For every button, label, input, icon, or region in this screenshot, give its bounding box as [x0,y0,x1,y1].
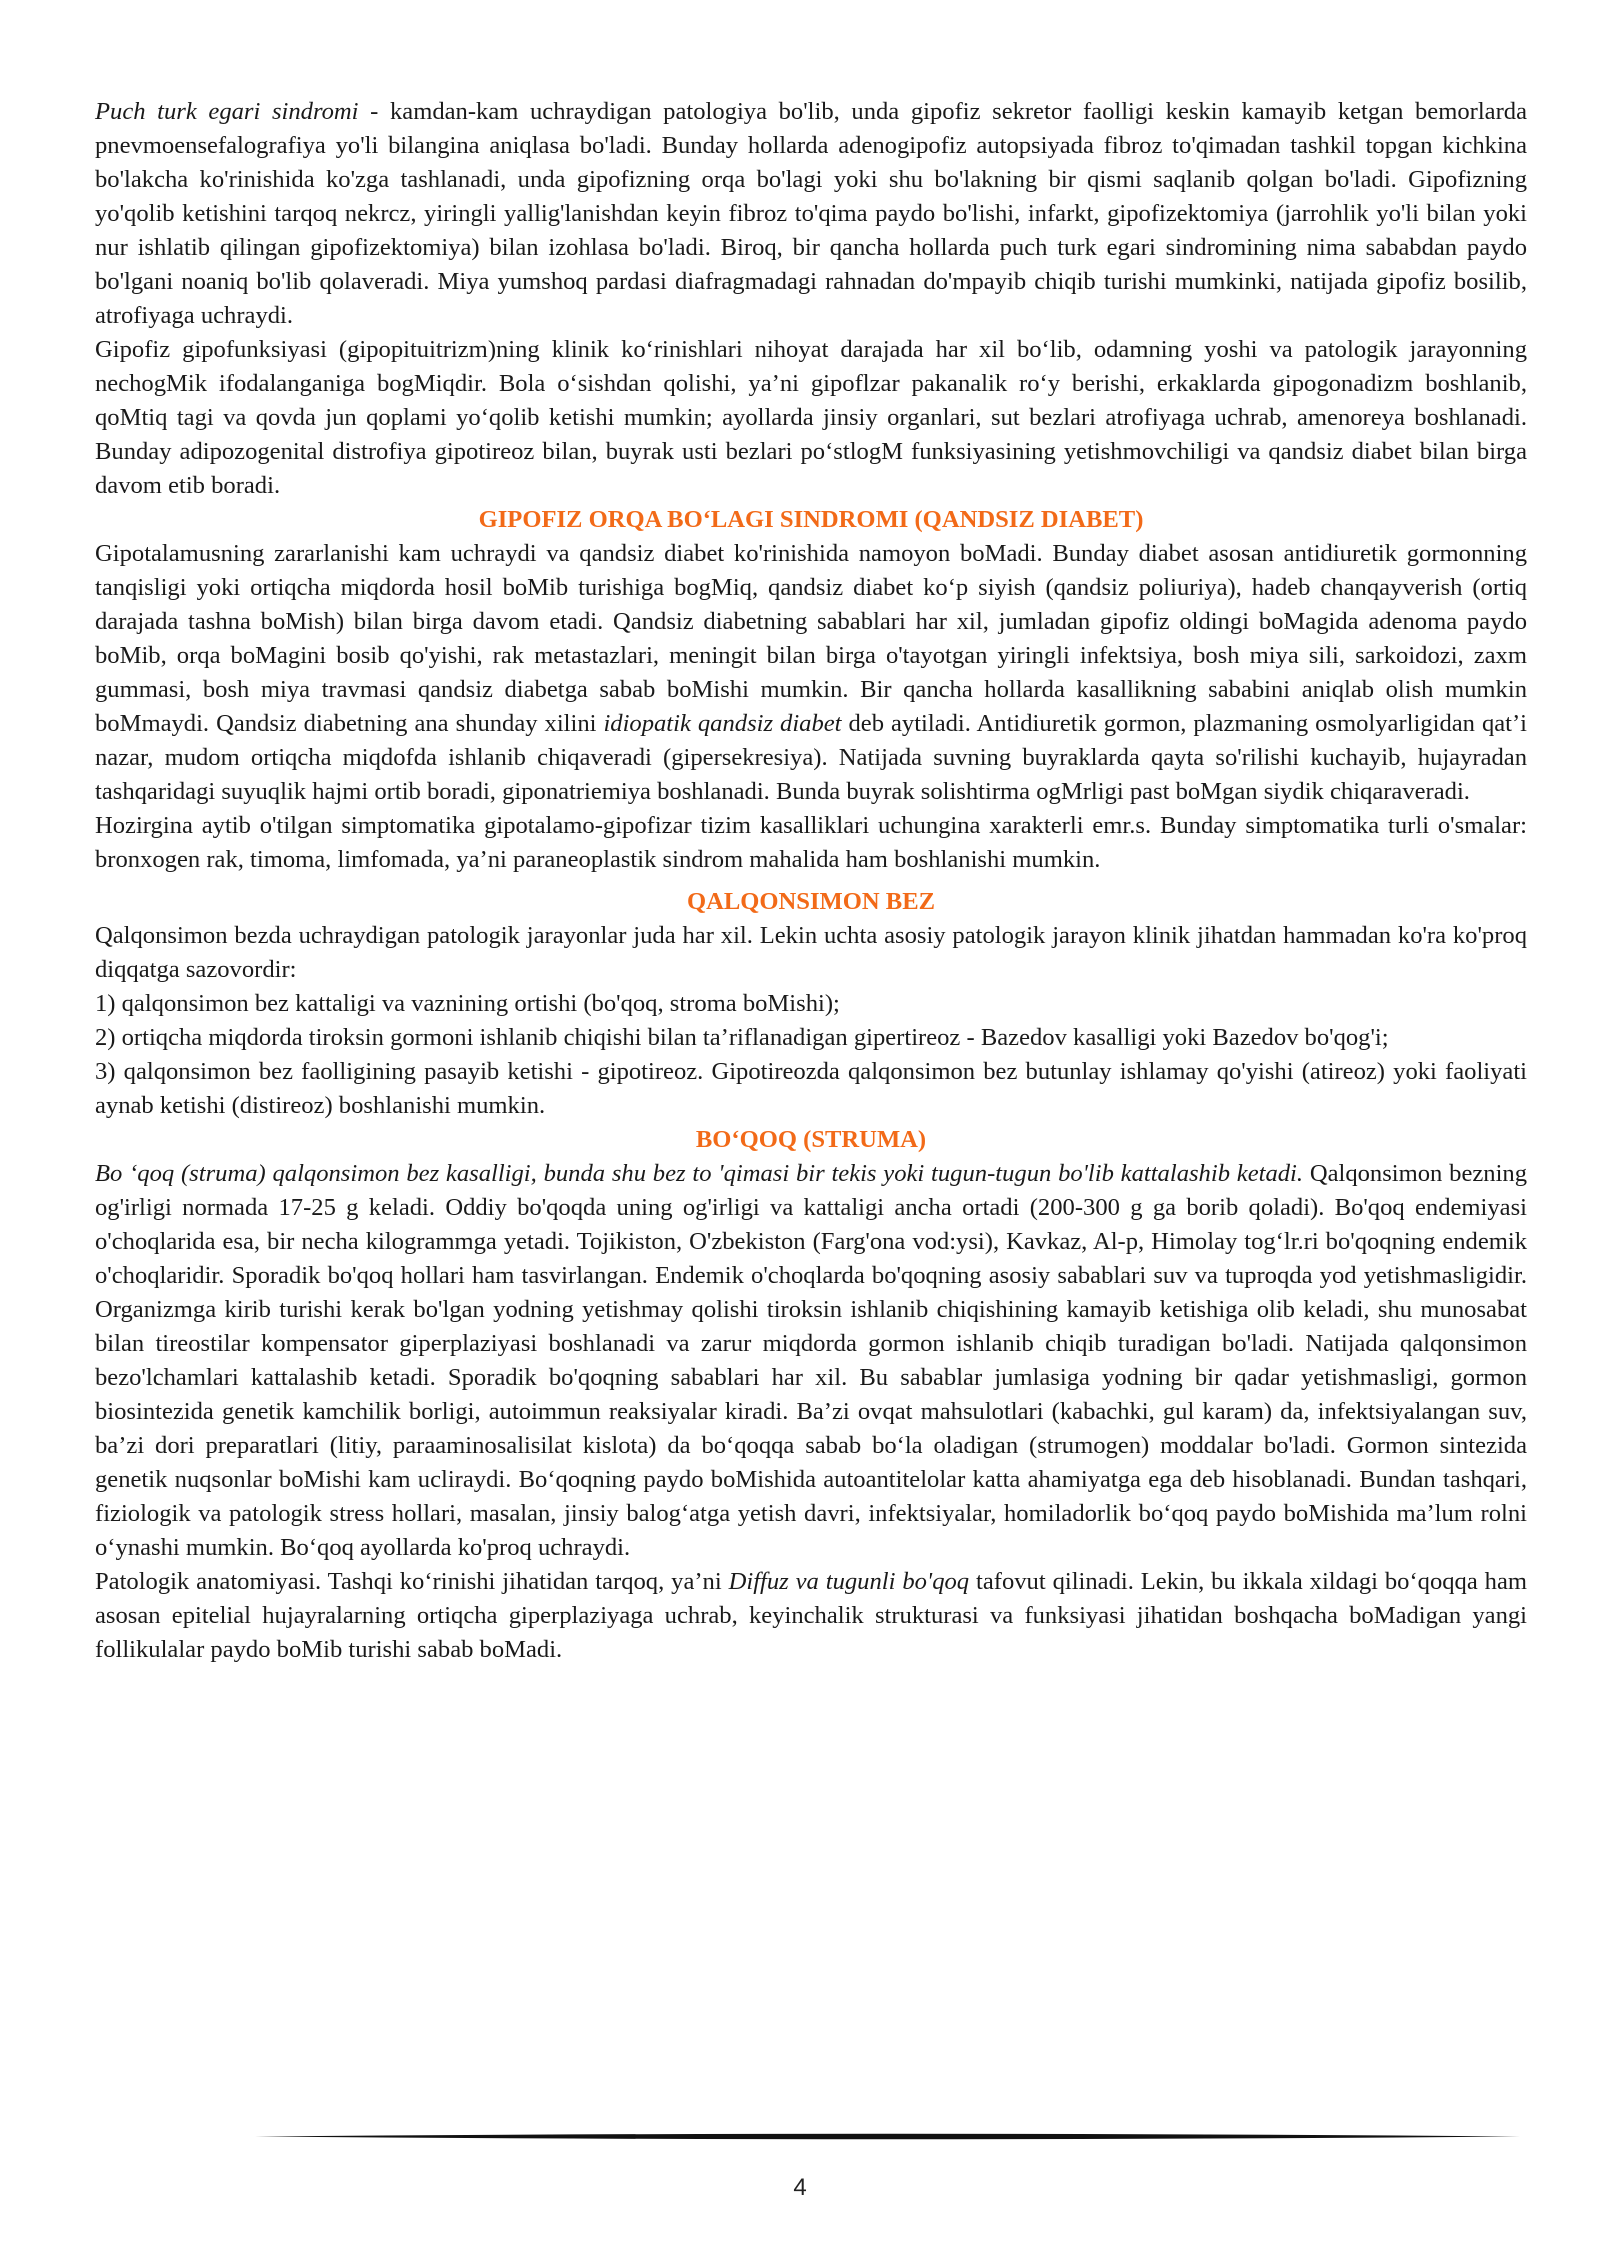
heading-boqoq-struma: BO‘QOQ (STRUMA) [695,1126,927,1153]
paragraph-text: Patologik anatomiyasi. Tashqi ko‘rinishi jihatidan tarqoq, ya’ni [95,1568,729,1595]
paragraph-text: Gipotalamusning zararlanishi kam uchraydi va qandsiz diabet ko'rinishida namoyon boMadi. Bunday diabet asosan antidiuretik gormonning tanqisligi yoki ortiqcha miqdorda hosil boMib turishiga bogMiq, qandsiz diabet ko‘p siyish (qandsiz poliuriya), hadeb chanqayverish (ortiq darajada tashna boMish) bilan birga davom etadi. Qandsiz diabetning sabablari har xil, jumladan gipofiz oldingi boMagida adenoma paydo boMib, orqa boMagini bosib qo'yishi, rak metastazlari, meningit bilan birga o'tayotgan yiringli infektsiya, bosh miya sili, sarkoidozi, zaxm gummasi, bosh miya travmasi qandsiz diabetga sabab boMishi mumkin. Bir qancha hollarda kasallikning sababini aniqlab olish mumkin boMmaydi. Qandsiz diabetning ana shunday xilini [95,540,1527,737]
heading-gipofiz-orqa-bolagi: GIPOFIZ ORQA BO‘LAGI SINDROMI (QANDSIZ DIABET) [478,506,1144,533]
paragraph-text: tafovut qilinadi. Lekin, bu ikkala xildagi bo‘qoqqa ham asosan epitelial hujayralarning ortiqcha giperplaziyaga uchrab, keyinchalik strukturasi va funksiyasi jihatidan boshqacha boMadigan yangi follikulalar paydo boMib turishi sabab boMadi. [95,1568,1528,1663]
list-item: 3) qalqonsimon bez faolligining pasayib ketishi - gipotireoz. Gipotireozda qalqonsimon bez butunlay ishlamay qo'yishi (atireoz) yoki faoliyati aynab ketishi (distireoz) boshlanishi mumkin. [95,1058,1527,1119]
paragraph-text: - kamdan-kam uchraydigan patologiya bo'lib, unda gipofiz sekretor faolligi keskin kamayib ketgan bemorlarda pnevmoensefalografiya yo'li bilangina aniqlasa bo'ladi. Bunday hollarda adenogipofiz autopsiyada fibroz to'qimadan tashkil topgan kichkina bo'lakcha ko'rinishida ko'zga tashlanadi, unda gipofizning orqa bo'lagi yoki shu bo'lakning bir qismi saqlanib qolgan bo'ladi. Gipofizning yo'qolib ketishini tarqoq nekrcz, yiringli yallig'lanishdan keyin fibroz to'qima paydo bo'lishi, infarkt, gipofizektomiya (jarrohlik yo'li bilan yoki nur ishlatib qilingan gipofizektomiya) bilan izohlasa bo'ladi. Biroq, bir qancha hollarda puch turk egari sindromining nima sababdan paydo bo'lgani noaniq bo'lib qolaveradi. Miya yumshoq pardasi diafragmadagi rahnadan do'mpayib chiqib turishi mumkinki, natijada gipofiz bosilib, atrofiyaga uchraydi. [95,98,1527,329]
page-number: 4 [793,2174,807,2201]
term-diffuz-tugunli-boqoq: Diffuz va tugunli bo'qoq [728,1568,970,1595]
paragraph-simptomatika: Hozirgina aytib o'tilgan simptomatika gipotalamo-gipofizar tizim kasalliklari uchungina xarakterli emr.s. Bunday simptomatika turli o'smalar: bronxogen rak, timoma, limfomada, ya’ni paraneoplastik sindrom mahalida ham boshlanishi mumkin. [95,812,1527,873]
list-item: 2) ortiqcha miqdorda tiroksin gormoni ishlanib chiqishi bilan ta’riflanadigan gipertireoz - Bazedov kasalligi yoki Bazedov bo'qog'i; [95,1024,1389,1051]
document-body [95,95,1527,1667]
paragraph-qandsiz-diabet [95,537,1527,809]
list-item: 1) qalqonsimon bez kattaligi va vaznining ortishi (bo'qoq, stroma boMishi); [95,990,840,1017]
footer-divider [255,2132,1520,2141]
term-puch-turk-egari: Puch turk egari sindromi [95,98,359,125]
paragraph-puch-turk-egari [95,95,1527,333]
paragraph-qalqonsimon-intro: Qalqonsimon bezda uchraydigan patologik jarayonlar juda har xil. Lekin uchta asosiy patologik jarayon klinik jihatdan hammadan ko'ra ko'proq diqqatga sazovordir: [95,922,1527,983]
term-idiopatik-qandsiz-diabet: idiopatik qandsiz diabet [603,710,842,737]
paragraph-text: Qalqonsimon bezning og'irligi normada 17-25 g keladi. Oddiy bo'qoqda uning og'irligi va kattaligi ancha ortadi (200-300 g ga borib qoladi). Bo'qoq endemiyasi o'choqlarida esa, bir necha kilogrammga yetadi. Tojikiston, O'zbekiston (Farg'ona vod:ysi), Kavkaz, Al-p, Himolay tog‘lr.ri bo'qoqning endemik o'choqlaridir. Sporadik bo'qoq hollari ham tasvirlangan. Endemik o'choqlarda bo'qoqning asosiy sabablari suv va tuproqda yod yetishmasligidir. Organizmga kirib turishi kerak bo'lgan yodning yetishmay qolishi tiroksin ishlanib chiqishining kamayib ketishiga olib keladi, shu munosabat bilan tireostilar kompensator giperplaziyasi boshlanadi va zarur miqdorda gormon ishlanib chiqib turadigan bo'ladi. Natijada qalqonsimon bezo'lchamlari kattalashib ketadi. Sporadik bo'qoqning sabablari har xil. Bu sabablar jumlasiga yodning bir qadar yetishmasligi, gormon biosintezida genetik kamchilik borligi, autoimmun reaksiyalar kiradi. Ba’zi ovqat mahsulotlari (kabachki, gul karam) da, infektsiyalangan suv, ba’zi dori preparatlari (litiy, paraaminosalisilat kislota) da bo‘qoqqa sabab bo‘la oladigan (strumogen) moddalar bo'ladi. Gormon sintezida genetik nuqsonlar boMishi kam ucliraydi. Bo‘qoqning paydo boMishida autoantitelolar katta ahamiyatga ega deb hisoblanadi. Bundan tashqari, fiziologik va patologik stress hollari, masalan, jinsiy balog‘atga yetish davri, infektsiyalar, homiladorlik bo‘qoq paydo boMishida ma’lum rolni o‘ynashi mumkin. Bo‘qoq ayollarda ko'proq uchraydi. [95,1160,1527,1561]
definition-boqoq: Bo ‘qoq (struma) qalqonsimon bez kasalligi, bunda shu bez to 'qimasi bir tekis yoki tugun-tugun bo'lib kattalashib ketadi. [95,1160,1304,1187]
paragraph-boqoq [95,1157,1527,1565]
paragraph-gipopituitrizm: Gipofiz gipofunksiyasi (gipopituitrizm)ning klinik ko‘rinishlari nihoyat darajada har xil bo‘lib, odamning yoshi va patologik jarayonning nechogMik ifodalanganiga bogMiqdir. Bola o‘sishdan qolishi, ya’ni gipoflzar pakanalik ro‘y berishi, erkaklarda gipogonadizm boshlanib, qoMtiq tagi va qovda jun qoplami yo‘qolib ketishi mumkin; ayollarda jinsiy organlari, sut bezlari atrofiyaga uchrab, amenoreya boshlanadi. Bunday adipozogenital distrofiya gipotireoz bilan, buyrak usti bezlari po‘stlogM funksiyasining yetishmovchiligi va qandsiz diabet bilan birga davom etib boradi. [95,336,1527,499]
paragraph-text: deb aytiladi. Antidiuretik gormon, plazmaning osmolyarligidan qat’i nazar, mudom ortiqcha miqdofda ishlanib chiqaveradi (gipersekresiya). Natijada suvning buyraklarda qayta so'rilishi kuchayib, hujayradan tashqaridagi suyuqlik hajmi ortib boradi, giponatriemiya boshlanadi. Bunda buyrak solishtirma ogMrligi past boMgan siydik chiqaraveradi. [95,710,1528,805]
paragraph-patologik-anatomiya [95,1565,1527,1667]
heading-qalqonsimon-bez: QALQONSIMON BEZ [686,888,936,915]
